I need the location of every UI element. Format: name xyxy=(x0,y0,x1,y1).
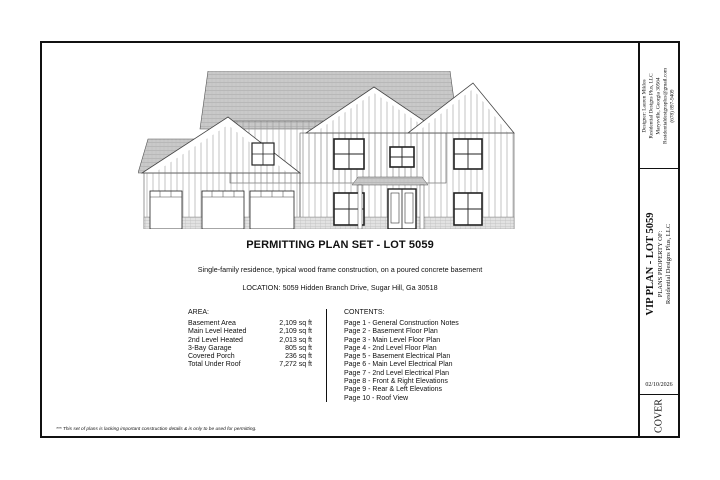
area-row: 3-Bay Garage 805 sq ft xyxy=(188,344,312,352)
contents-item: Page 9 - Rear & Left Elevations xyxy=(344,386,443,394)
column-divider xyxy=(326,309,327,402)
contents-item: Page 3 - Main Level Floor Plan xyxy=(344,336,441,344)
contents-item: Page 5 - Basement Electrical Plan xyxy=(344,353,451,361)
title-block xyxy=(638,43,678,436)
front-elevation-drawing xyxy=(138,71,518,229)
plan-name: VIP PLAN - LOT 5059 xyxy=(645,211,656,316)
contents-item: Page 6 - Main Level Electrical Plan xyxy=(344,361,453,369)
garage-door-2 xyxy=(202,191,244,229)
upper-window-center xyxy=(390,147,414,167)
garage-door-3 xyxy=(250,191,294,229)
sheet-id: COVER xyxy=(653,398,665,433)
plan-name-block: VIP PLAN - LOT 5059 PLANS PROPERTY OF: Residential Designs Plus, LLC xyxy=(645,211,672,316)
front-door xyxy=(388,189,416,229)
lower-window-right xyxy=(454,193,482,225)
area-heading: AREA: xyxy=(188,309,210,316)
designer-info-cell xyxy=(640,43,678,169)
area-row: Covered Porch 236 sq ft xyxy=(188,353,312,361)
area-row: Basement Area 2,109 sq ft xyxy=(188,320,312,327)
permitting-note: *** This set of plans is lacking important construction details & is only to be used for permitting. xyxy=(56,427,257,432)
contents-item: Page 4 - 2nd Level Floor Plan xyxy=(344,344,437,352)
designer-info: Designer: Lauren Miklos Residential Designs Plus, LLC Marysville, Georgia 30564 Residentialdesignsplus@gmail.com (678) 897-9409 xyxy=(641,67,676,144)
property-location: LOCATION: 5059 Hidden Branch Drive, Sugar Hill, Ga 30518 xyxy=(242,283,438,292)
contents-item: Page 8 - Front & Right Elevations xyxy=(344,378,448,386)
area-row: Total Under Roof 7,272 sq ft xyxy=(188,361,312,369)
plan-date: 02/10/2026 xyxy=(645,382,673,388)
porch-roof xyxy=(352,177,428,185)
plan-sheet xyxy=(40,41,680,438)
sheet-main-area xyxy=(42,43,638,436)
contents-item: Page 7 - 2nd Level Electrical Plan xyxy=(344,369,450,377)
contents-heading: CONTENTS: xyxy=(344,309,385,316)
construction-description: Single-family residence, typical wood frame construction, on a poured concrete basement xyxy=(197,265,483,274)
area-list xyxy=(188,320,312,370)
date-cell xyxy=(640,381,678,395)
contents-item: Page 1 - General Construction Notes xyxy=(344,320,459,327)
area-row: Main Level Heated 2,109 sq ft xyxy=(188,328,312,336)
plan-set-title: PERMITTING PLAN SET - LOT 5059 xyxy=(246,239,434,251)
sheet-id-cell xyxy=(640,395,678,436)
contents-item: Page 10 - Roof View xyxy=(344,394,409,402)
contents-item: Page 2 - Basement Floor Plan xyxy=(344,328,438,336)
area-row: 2nd Level Heated 2,013 sq ft xyxy=(188,336,312,344)
upper-window-left xyxy=(334,139,364,169)
garage-door-1 xyxy=(150,191,182,229)
upper-window-right xyxy=(454,139,482,169)
plan-name-cell xyxy=(640,169,678,395)
contents-list xyxy=(344,320,459,403)
